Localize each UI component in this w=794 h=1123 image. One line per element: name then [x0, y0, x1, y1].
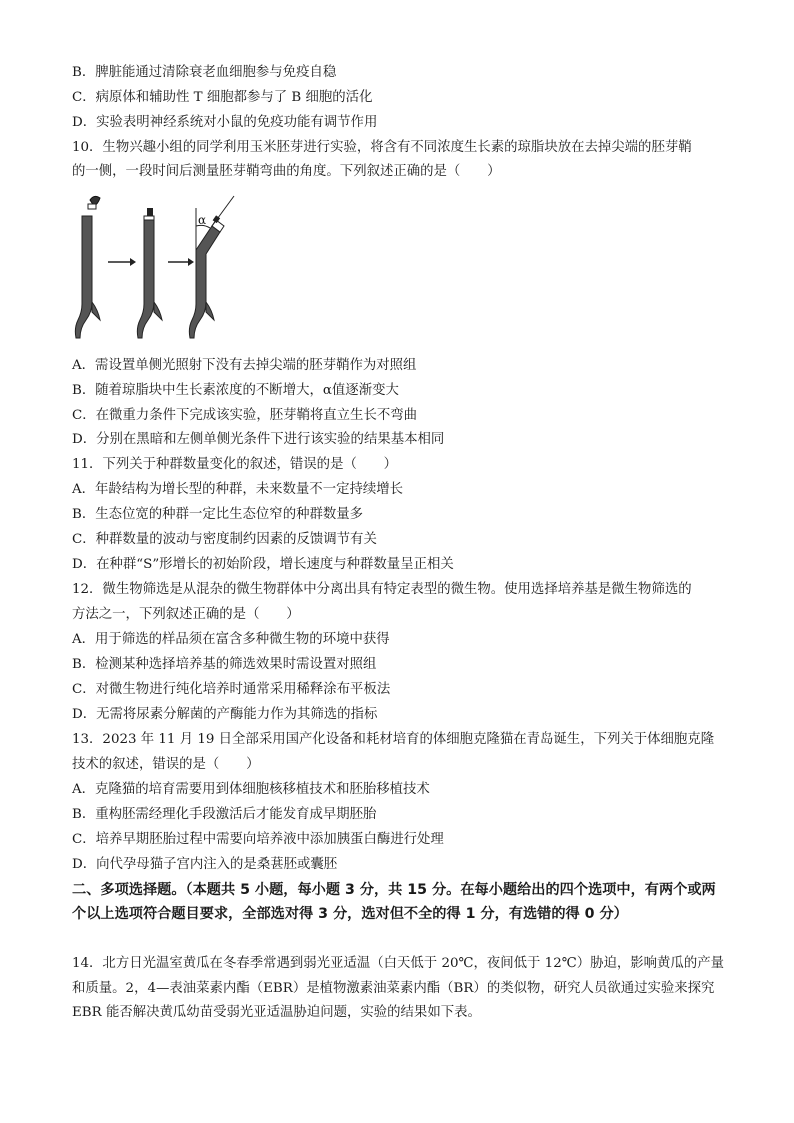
- q12-option-b: B．检测某种选择培养基的筛选效果时需设置对照组: [72, 657, 377, 672]
- q12-option-c: C．对微生物进行纯化培养时通常采用稀释涂布平板法: [72, 682, 391, 697]
- coleoptile-1: [75, 196, 100, 338]
- coleoptile-2: [137, 208, 162, 338]
- q11-option-a: A．年龄结构为增长型的种群，未来数量不一定持续增长: [72, 482, 404, 497]
- q9-option-b: B．脾脏能通过清除衰老血细胞参与免疫自稳: [72, 65, 337, 80]
- arrow-1: [108, 258, 136, 266]
- q10-option-d: D．分别在黑暗和左侧单侧光条件下进行该实验的结果基本相同: [72, 432, 445, 447]
- q9-option-c: C．病原体和辅助性 T 细胞都参与了 B 细胞的活化: [72, 90, 373, 105]
- q10-stem-line2: 的一侧，一段时间后测量胚芽鞘弯曲的角度。下列叙述正确的是（ ）: [72, 164, 501, 179]
- q12-option-d: D．无需将尿素分解菌的产酶能力作为其筛选的指标: [72, 707, 378, 722]
- coleoptile-experiment-figure: [68, 192, 248, 344]
- q10-option-a: A．需设置单侧光照射下没有去掉尖端的胚芽鞘作为对照组: [72, 358, 417, 373]
- q11-stem: 11．下列关于种群数量变化的叙述，错误的是（ ）: [72, 457, 398, 472]
- q11-option-c: C．种群数量的波动与密度制约因素的反馈调节有关: [72, 532, 377, 547]
- q13-option-b: B．重构胚需经理化手段激活后才能发育成早期胚胎: [72, 807, 377, 822]
- q10-option-c: C．在微重力条件下完成该实验，胚芽鞘将直立生长不弯曲: [72, 408, 418, 423]
- q12-stem-line1: 12．微生物筛选是从混杂的微生物群体中分离出具有特定表型的微生物。使用选择培养基是微生物筛选的: [72, 582, 692, 597]
- coleoptile-3: [189, 196, 234, 338]
- q13-option-a: A．克隆猫的培育需要用到体细胞核移植技术和胚胎移植技术: [72, 782, 430, 797]
- q14-text: 14．北方日光温室黄瓜在冬春季常遇到弱光亚适温（白天低于 20℃，夜间低于 12℃）胁迫，影响黄瓜的产量和质量。2，4—表油菜素内酯（EBR）是植物激素油菜素内酯（BR）的类似物，研究人员欲通过实验来探究 EBR 能否解决黄瓜幼苗受弱光亚适温胁迫问题，实验的结果如下表。: [72, 956, 724, 1020]
- q13-stem-line1: 13．2023 年 11 月 19 日全部采用国产化设备和耗材培育的体细胞克隆猫在青岛诞生，下列关于体细胞克隆: [72, 732, 715, 747]
- q13-option-c: C．培养早期胚胎过程中需要向培养液中添加胰蛋白酶进行处理: [72, 832, 444, 847]
- q10-option-b: B．随着琼脂块中生长素浓度的不断增大，α值逐渐变大: [72, 383, 399, 398]
- q9-option-d: D．实验表明神经系统对小鼠的免疫功能有调节作用: [72, 115, 378, 130]
- q13-option-d: D．向代孕母猫子宫内注入的是桑葚胚或囊胚: [72, 857, 338, 872]
- arrow-2: [168, 258, 194, 266]
- q12-option-a: A．用于筛选的样品须在富含多种微生物的环境中获得: [72, 632, 390, 647]
- q11-option-b: B．生态位宽的种群一定比生态位窄的种群数量多: [72, 507, 364, 522]
- section-2-heading: 二、多项选择题。（本题共 5 小题，每小题 3 分，共 15 分。在每小题给出的四个选项中，有两个或两个以上选项符合题目要求，全部选对得 3 分，选对但不全的得 1 分，有选错的得 0 分）: [72, 882, 716, 922]
- q12-stem-line2: 方法之一，下列叙述正确的是（ ）: [72, 607, 300, 622]
- q11-option-d: D．在种群“S”形增长的初始阶段，增长速度与种群数量呈正相关: [72, 557, 454, 572]
- alpha-angle-label: α: [198, 213, 207, 227]
- q10-stem-line1: 10．生物兴趣小组的同学利用玉米胚芽进行实验，将含有不同浓度生长素的琼脂块放在去掉尖端的胚芽鞘: [72, 140, 692, 155]
- q13-stem-line2: 技术的叙述，错误的是（ ）: [72, 757, 260, 772]
